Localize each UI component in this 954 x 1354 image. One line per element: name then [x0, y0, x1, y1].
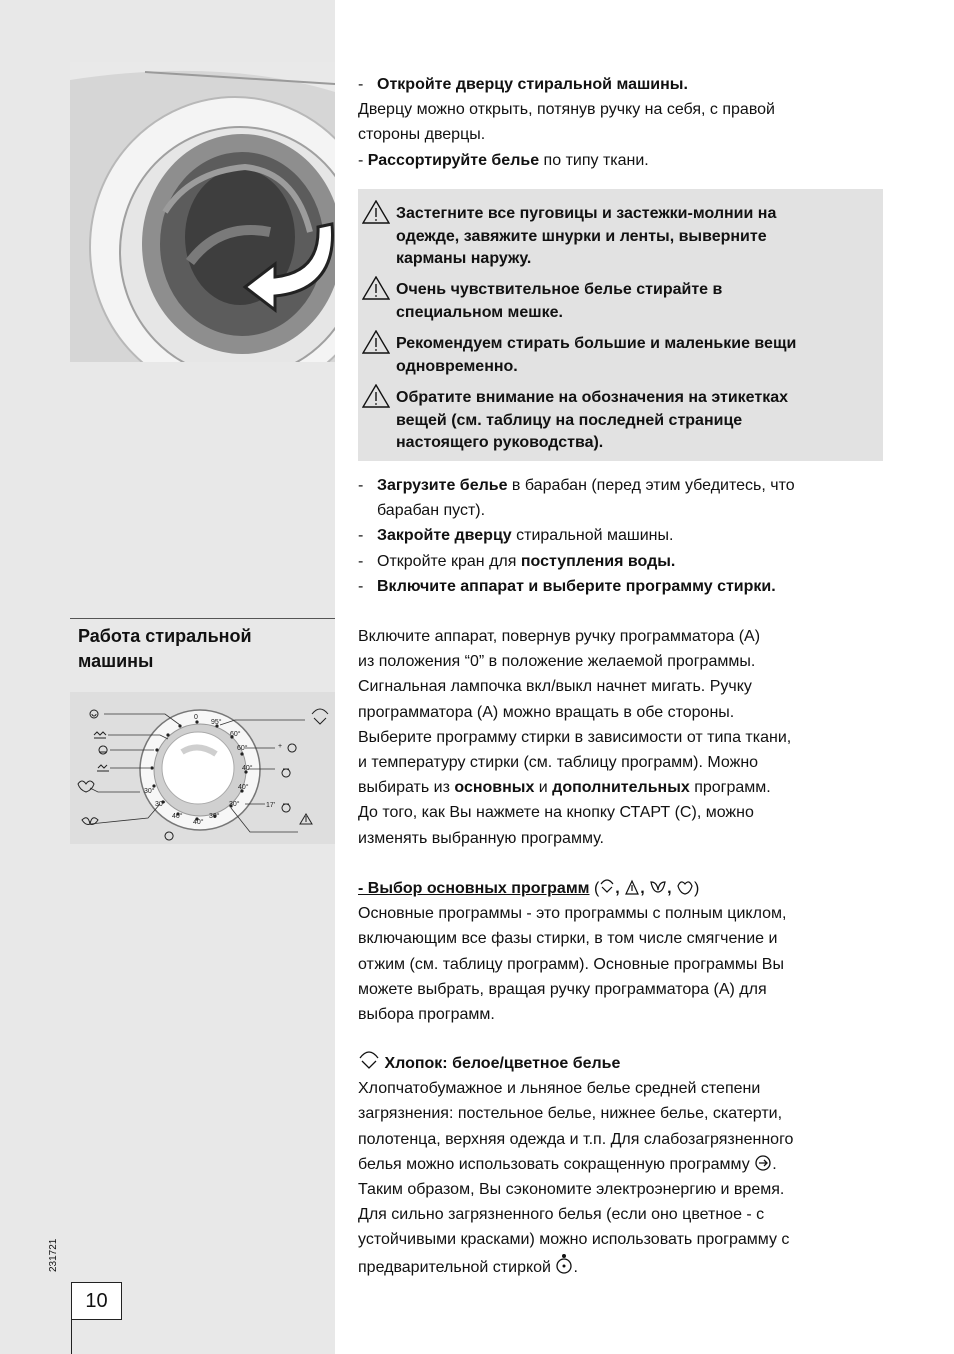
handwash-icon	[624, 878, 640, 896]
delicates-icon	[649, 878, 667, 896]
dial-label-40a: 40°	[242, 765, 253, 772]
dial-label-plus: +	[278, 743, 283, 750]
main-programs-section: - Выбор основных программ ( , , , ) Основные программы - это программы с полным циклом, включающим все фазы стирки, в том числе смягчение и отжим (см. таблицу программ). Основные программы Вы можете выбрать, вращая ручку программатора (A) для выбора программ.	[358, 876, 868, 1027]
intro-block	[358, 72, 868, 173]
synthetic-icon	[676, 878, 694, 896]
document-code: 231721	[48, 1238, 59, 1272]
programmer-dial-panel	[70, 692, 335, 844]
section-divider	[70, 618, 335, 619]
dial-label-30b: 30°	[155, 801, 166, 808]
dial-label-30c: 30°	[144, 788, 155, 795]
dial-label-95: 95°	[211, 719, 222, 726]
intro-line-3: стороны дверцы.	[358, 126, 486, 144]
dial-label-60b: 60°	[237, 745, 248, 752]
cotton-section: Хлопок: белое/цветное белье Хлопчатобумажное и льняное белье средней степени загрязнения: постельное белье, нижнее белье, скатерти, полотенца, верхняя одежда и т.п. Для слабозагрязненного белья можно использовать сокращенную программу . Таким образом, Вы сэкономите электроэнергию и время. Для сильно загрязненного белья (если оно цветное - с устойчивыми красками) можно использовать программу с предварительной стиркой .	[358, 1051, 868, 1280]
list-item-continuation: барабан пуст).	[377, 502, 486, 520]
main-programs-heading: - Выбор основных программ ( , , , )	[358, 880, 700, 897]
intro-line-1: - Откройте дверцу стиральной машины.	[358, 76, 688, 93]
steps-list	[358, 473, 868, 599]
cotton-icon	[599, 878, 615, 896]
dial-label-40d: 40°	[172, 813, 183, 820]
dial-label-40c: 40°	[193, 819, 204, 826]
dial-label-60a: 60°	[230, 731, 241, 738]
dial-label-30a: 30°	[229, 801, 240, 808]
dial-label-17: 17'	[266, 802, 276, 809]
warnings-box	[358, 189, 883, 461]
prewash-icon	[555, 1253, 573, 1275]
warning-triangle-icon	[362, 384, 390, 408]
intro-line-2: Дверцу можно открыть, потянув ручку на себя, с правой	[358, 101, 775, 119]
warning-triangle-icon	[362, 200, 390, 224]
dial-label-40b: 40°	[238, 784, 249, 791]
list-item: - Загрузите белье в барабан (перед этим убедитесь, что	[358, 477, 795, 494]
washer-door-illustration	[70, 62, 335, 362]
dial-label-zero: 0	[194, 714, 198, 721]
cotton-heading: Хлопок: белое/цветное белье	[358, 1051, 868, 1076]
intro-line-4: - Рассортируйте белье по типу ткани.	[358, 151, 649, 169]
quick-wash-icon	[754, 1154, 772, 1172]
open-door-instruction: Откройте дверцу стиральной машины.	[377, 76, 688, 93]
dial-label-30d: 30°	[209, 813, 220, 820]
warning-item: Обратите внимание на обозначения на этикетках вещей (см. таблицу на последней странице настоящего руководства).	[362, 387, 877, 455]
list-item: - Включите аппарат и выберите программу стирки.	[358, 577, 776, 595]
warning-item: Застегните все пуговицы и застежки-молнии на одежде, завяжите шнурки и ленты, выверните карманы наружу.	[362, 203, 877, 271]
programmer-dial	[70, 692, 335, 844]
warning-item: Рекомендуем стирать большие и маленькие вещи одновременно.	[362, 333, 877, 378]
warning-item: Очень чувствительное белье стирайте в специальном мешке.	[362, 279, 877, 324]
page-number-rule	[71, 1320, 72, 1354]
operation-paragraph: Включите аппарат, повернув ручку программатора (A) из положения “0” в положение желаемой программы. Сигнальная лампочка вкл/выкл начнет мигать. Ручку программатора (A) можно вращать в обе стороны. Выберите программу стирки в зависимости от типа ткани, и температуру стирки (см. таблицу программ). Можно выбирать из основных и дополнительных программ. До того, как Вы нажмете на кнопку СТАРТ (C), можно изменять выбранную программу.	[358, 628, 792, 847]
warning-triangle-icon	[362, 276, 390, 300]
warning-triangle-icon	[362, 330, 390, 354]
page-number: 10	[71, 1282, 122, 1320]
washer-door-photo	[70, 62, 335, 362]
section-title: Работа стиральной машины	[78, 626, 252, 671]
cotton-icon	[358, 1051, 380, 1071]
list-item: - Откройте кран для поступления воды.	[358, 552, 676, 570]
list-item: - Закройте дверцу стиральной машины.	[358, 527, 674, 545]
